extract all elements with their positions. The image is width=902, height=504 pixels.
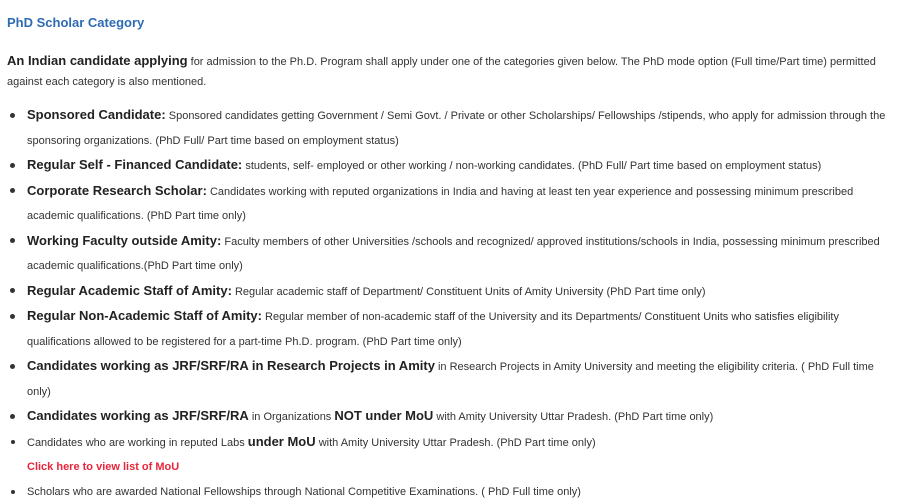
category-text: with Amity University Uttar Pradesh. (PhD Part time only) — [316, 437, 596, 449]
category-text: Sponsored candidates getting Government / Semi Govt. / Private or other Scholarships/ Fellowships /stipends, who apply for admission through the sponsoring organizations. (PhD Full/ Part time based on employment status) — [27, 110, 885, 147]
category-text: Candidates who are working in reputed Labs — [27, 437, 248, 449]
intro-paragraph — [7, 51, 889, 92]
list-item-academic-staff — [7, 279, 889, 305]
list-item-labs — [7, 430, 889, 456]
list-item-non-academic-staff — [7, 304, 889, 354]
page-title: PhD Scholar Category — [7, 15, 144, 30]
intro-lead: An Indian candidate applying — [7, 53, 188, 68]
category-emphasis: under MoU — [248, 434, 316, 449]
category-list — [7, 103, 889, 504]
category-text: Candidates working with reputed organizations in India and having at least ten year experience and possessing minimum prescribed academic qualifications. (PhD Part time only) — [27, 186, 853, 223]
list-item-jrf-amity — [7, 354, 889, 404]
category-text: with Amity University Uttar Pradesh. (PhD Part time only) — [433, 411, 713, 423]
category-text: Scholars who are awarded National Fellowships through National Competitive Examinations. ( PhD Full time only) — [27, 486, 581, 498]
category-term: Sponsored Candidate: — [27, 107, 166, 122]
category-text: Regular academic staff of Department/ Constituent Units of Amity University (PhD Part time only) — [232, 286, 706, 298]
intro-text: for admission to the Ph.D. Program shall apply under one of the categories given below. The PhD mode option (Full time/Part time) permitted against each category is also mentioned. — [7, 56, 876, 88]
category-text: Faculty members of other Universities /schools and recognized/ approved institutions/schools in India, possessing minimum prescribed academic qualifications.(PhD Part time only) — [27, 236, 880, 273]
list-item-working-faculty — [7, 229, 889, 279]
category-term: Regular Academic Staff of Amity: — [27, 283, 232, 298]
category-term: Corporate Research Scholar: — [27, 183, 207, 198]
category-text: students, self- employed or other working / non-working candidates. (PhD Full/ Part time based on employment status) — [242, 160, 821, 172]
category-text: in Organizations — [249, 411, 335, 423]
list-item-jrf-org — [7, 404, 889, 430]
category-text: Regular member of non-academic staff of the University and its Departments/ Constituent Units who satisfies eligibility qualifications allowed to be registered for a part-time Ph.D. program. (PhD Part time only) — [27, 311, 839, 348]
category-term: Candidates working as JRF/SRF/RA in Research Projects in Amity — [27, 358, 435, 373]
mou-link-row — [7, 455, 889, 480]
list-item-national — [7, 480, 889, 504]
category-term: Candidates working as JRF/SRF/RA — [27, 408, 249, 423]
category-emphasis: NOT under MoU — [334, 408, 433, 423]
list-item-self-financed — [7, 153, 889, 179]
list-item-sponsored — [7, 103, 889, 153]
list-item-corporate — [7, 179, 889, 229]
category-term: Regular Self - Financed Candidate: — [27, 157, 242, 172]
category-term: Working Faculty outside Amity: — [27, 233, 221, 248]
category-text: in Research Projects in Amity University and meeting the eligibility criteria. ( PhD Full time only) — [27, 361, 874, 398]
category-term: Regular Non-Academic Staff of Amity: — [27, 308, 262, 323]
mou-list-link[interactable]: Click here to view list of MoU — [27, 461, 179, 473]
